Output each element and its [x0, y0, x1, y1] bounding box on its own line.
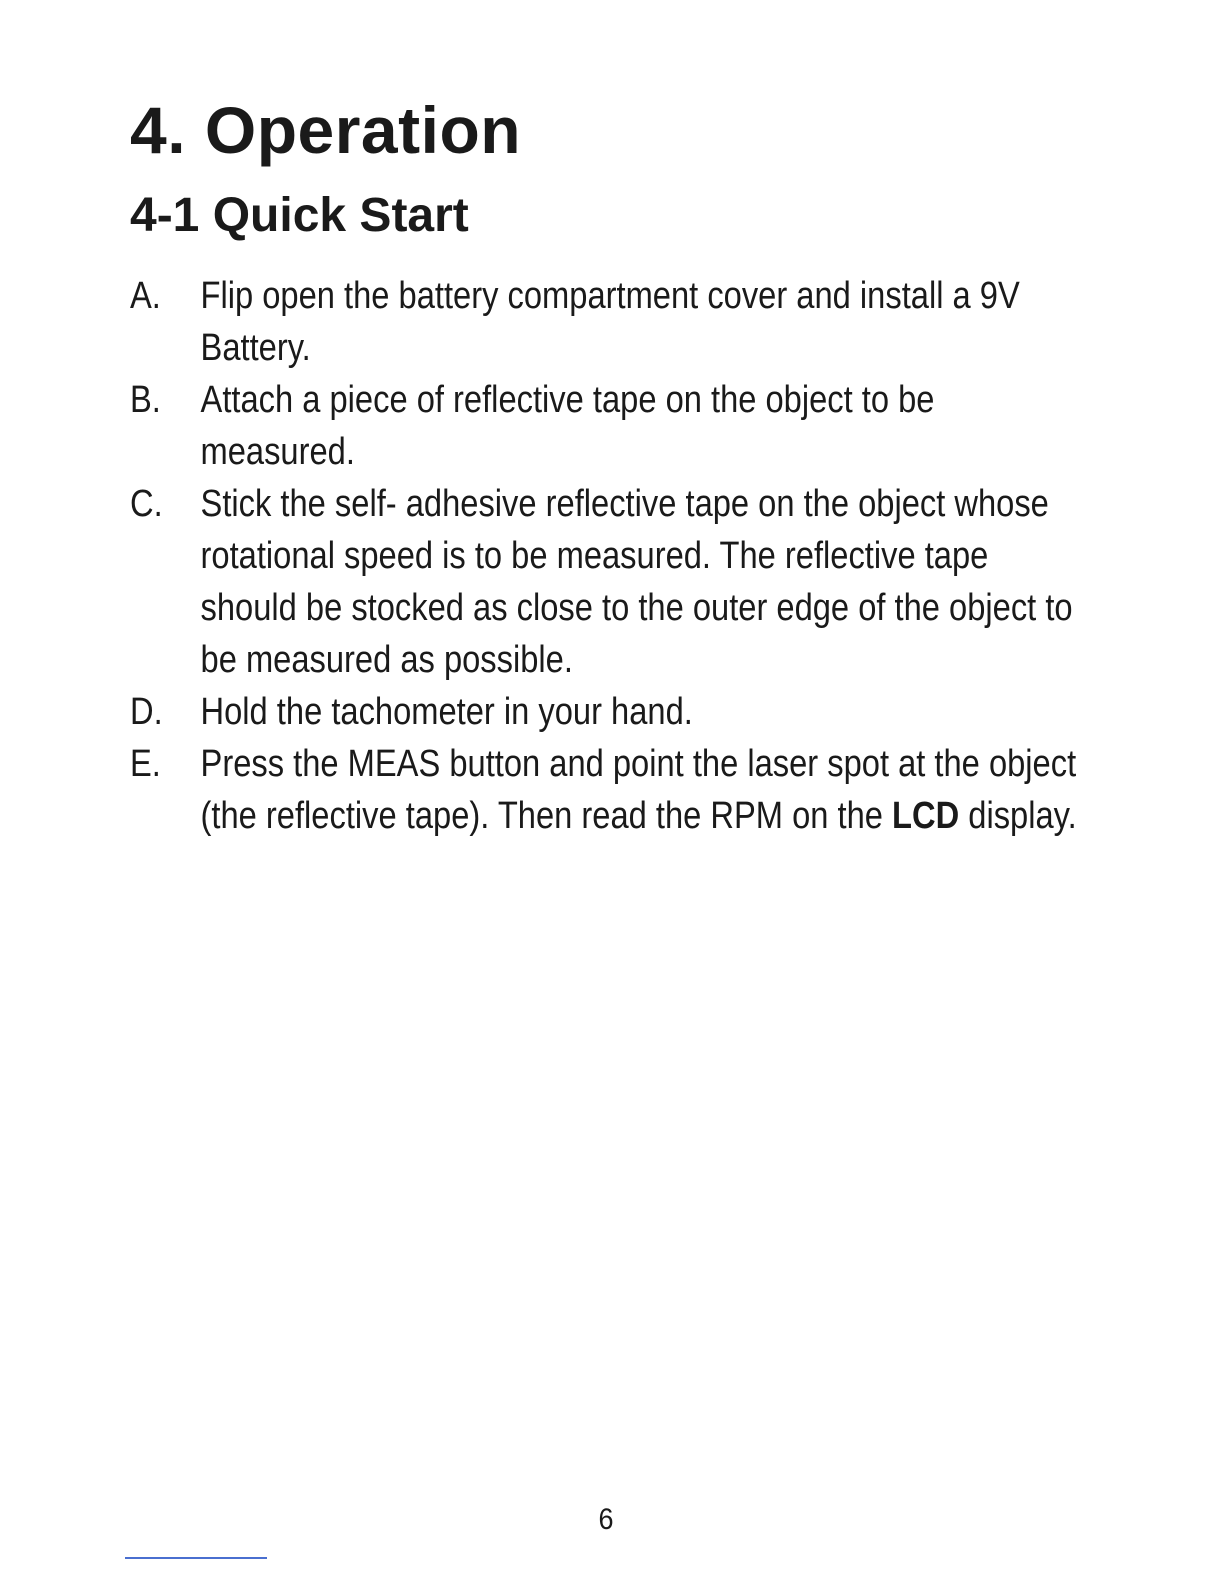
steps-list: [130, 270, 1090, 842]
step-letter: A.: [130, 275, 161, 317]
step-text: Hold the tachometer in your hand.: [200, 691, 693, 733]
step-d: [130, 686, 1091, 738]
step-e: [130, 738, 1091, 842]
step-a: [130, 270, 1091, 374]
lcd-bold-term: LCD: [892, 795, 960, 837]
step-letter: B.: [130, 379, 161, 421]
step-text: [201, 743, 1077, 837]
footer-rule: [125, 1557, 267, 1559]
step-b: [130, 374, 1091, 478]
section-title: 4-1 Quick Start: [130, 189, 469, 242]
step-letter: E.: [130, 743, 161, 785]
step-letter: D.: [130, 691, 163, 733]
step-text: Stick the self- adhesive reflective tape on the object whose rotational speed is to be measured. The reflective tape should be stocked as close to the outer edge of the object to be measured as possible.: [200, 483, 1073, 681]
step-letter: C.: [130, 483, 163, 525]
step-c: [130, 478, 1091, 686]
step-text-before: Press the MEAS button and point the laser spot at the object (the reflective tape). Then read the RPM on the: [200, 743, 1077, 837]
page-title: 4. Operation: [130, 93, 522, 167]
step-text: Attach a piece of reflective tape on the object to be measured.: [200, 379, 935, 473]
step-text-after: display.: [968, 795, 1077, 837]
page-number: 6: [598, 1503, 614, 1536]
step-text: Flip open the battery compartment cover and install a 9V Battery.: [200, 275, 1020, 369]
